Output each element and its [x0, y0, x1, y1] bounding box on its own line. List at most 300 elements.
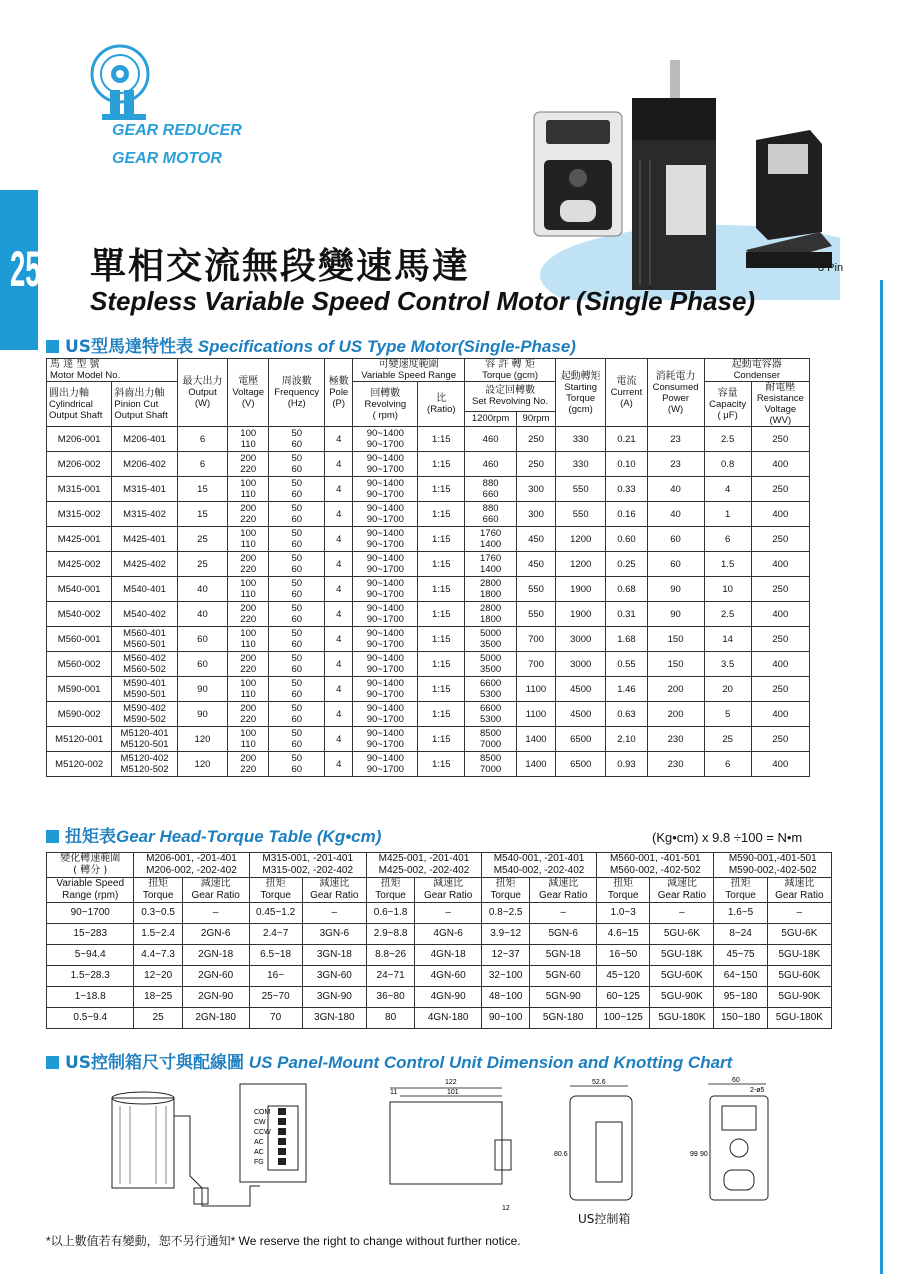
cell-frequency: 50 60	[269, 627, 325, 652]
cell-gear-ratio: 5GU-90K	[650, 987, 714, 1008]
cell-output: 6	[177, 427, 227, 452]
spec-table-body	[47, 427, 810, 777]
spec-header-starting-torque: 起動轉矩 Starting Torque (gcm)	[555, 359, 605, 427]
svg-text:90: 90	[700, 1151, 708, 1158]
cell-resistance: 250	[751, 427, 809, 452]
svg-text:99: 99	[690, 1151, 698, 1158]
cell-power: 230	[647, 727, 704, 752]
cell-speed-range: 5~94.4	[47, 945, 134, 966]
cell-power: 40	[647, 477, 704, 502]
spec-row	[47, 627, 810, 652]
cell-voltage: 100 110	[228, 677, 269, 702]
cell-speed-range: 1.5~28.3	[47, 966, 134, 987]
cell-gear-ratio: –	[415, 903, 482, 924]
cell-voltage: 100 110	[228, 527, 269, 552]
cell-torque-1200: 880 660	[465, 477, 517, 502]
cell-capacity: 3.5	[704, 652, 751, 677]
cell-frequency: 50 60	[269, 427, 325, 452]
torque-header-range: 變化轉速範圍 ( 轉分 )	[47, 853, 134, 878]
cell-torque-90: 550	[517, 577, 556, 602]
cell-output: 90	[177, 677, 227, 702]
cell-cylindrical-model: M315-002	[47, 502, 112, 527]
cell-torque-1200: 1760 1400	[465, 527, 517, 552]
cell-output: 60	[177, 652, 227, 677]
cell-torque: 16~	[249, 966, 302, 987]
page-title-english: Stepless Variable Speed Control Motor (Single Phase)	[90, 286, 756, 316]
cell-gear-ratio: 5GU-60K	[767, 966, 831, 987]
cell-cylindrical-model: M560-001	[47, 627, 112, 652]
cell-ratio: 1:15	[418, 477, 465, 502]
cell-gear-ratio: 5GU-18K	[767, 945, 831, 966]
panel-section-heading	[46, 1048, 732, 1073]
cell-speed-range: 1~18.8	[47, 987, 134, 1008]
cell-cylindrical-model: M540-002	[47, 602, 112, 627]
cell-output: 120	[177, 727, 227, 752]
cell-pole: 4	[325, 727, 353, 752]
torque-heading-zh: 扭矩表	[65, 827, 116, 847]
cell-pole: 4	[325, 627, 353, 652]
cell-torque-90: 250	[517, 452, 556, 477]
cell-power: 90	[647, 577, 704, 602]
panel-heading-en: US Panel-Mount Control Unit Dimension and Knotting Chart	[248, 1053, 733, 1072]
cell-cylindrical-model: M560-002	[47, 652, 112, 677]
torque-heading-en: Gear Head-Torque Table (Kg•cm)	[116, 827, 382, 846]
cell-output: 15	[177, 502, 227, 527]
cell-torque-1200: 2800 1800	[465, 577, 517, 602]
cell-pinion-model: M590-401 M590-501	[112, 677, 177, 702]
torque-header-gear-ratio: 減速比 Gear Ratio	[530, 878, 597, 903]
torque-row	[47, 945, 832, 966]
svg-text:122: 122	[445, 1079, 457, 1086]
torque-header-gear-ratio: 減速比 Gear Ratio	[767, 878, 831, 903]
torque-header-gear-ratio: 減速比 Gear Ratio	[302, 878, 366, 903]
cell-starting-torque: 330	[555, 452, 605, 477]
cell-torque: 25~70	[249, 987, 302, 1008]
cell-starting-torque: 4500	[555, 702, 605, 727]
spec-header-resistance: 耐電壓 Resistance Voltage (WV)	[751, 382, 809, 427]
cell-pole: 4	[325, 452, 353, 477]
cell-output: 40	[177, 602, 227, 627]
cell-torque-90: 300	[517, 502, 556, 527]
cell-resistance: 250	[751, 727, 809, 752]
spec-header-voltage: 電壓 Voltage (V)	[228, 359, 269, 427]
cell-pole: 4	[325, 552, 353, 577]
cell-torque: 18~25	[134, 987, 182, 1008]
cell-current: 0.31	[606, 602, 647, 627]
spec-header-cylindrical: 圓出力軸 Cylindrical Output Shaft	[47, 382, 112, 427]
spec-header-pole: 極數 Pole (P)	[325, 359, 353, 427]
cell-current: 0.10	[606, 452, 647, 477]
cell-torque-1200: 6600 5300	[465, 702, 517, 727]
cell-ratio: 1:15	[418, 527, 465, 552]
cell-gear-ratio: 5GN-18	[530, 945, 597, 966]
cell-torque: 0.3~0.5	[134, 903, 182, 924]
cell-gear-ratio: 2GN-18	[182, 945, 249, 966]
cell-voltage: 100 110	[228, 727, 269, 752]
cell-gear-ratio: –	[302, 903, 366, 924]
svg-text:12: 12	[502, 1205, 510, 1212]
bullet-square-icon	[46, 1056, 59, 1069]
cell-capacity: 10	[704, 577, 751, 602]
cell-pinion-model: M315-401	[112, 477, 177, 502]
cell-gear-ratio: 2GN-180	[182, 1008, 249, 1029]
cell-cylindrical-model: M590-001	[47, 677, 112, 702]
cell-revolving: 90~1400 90~1700	[353, 627, 418, 652]
cell-voltage: 100 110	[228, 477, 269, 502]
cell-resistance: 400	[751, 502, 809, 527]
spec-heading-en: Specifications of US Type Motor(Single-Phase)	[197, 337, 576, 356]
cell-pinion-model: M5120-401 M5120-501	[112, 727, 177, 752]
cell-current: 0.21	[606, 427, 647, 452]
cell-gear-ratio: 5GU-6K	[650, 924, 714, 945]
svg-text:101: 101	[447, 1089, 459, 1096]
cell-frequency: 50 60	[269, 652, 325, 677]
torque-header-torque: 扭矩 Torque	[714, 878, 767, 903]
cell-starting-torque: 550	[555, 477, 605, 502]
cell-torque: 1.0~3	[597, 903, 650, 924]
bullet-square-icon	[46, 830, 59, 843]
svg-text:80.6: 80.6	[554, 1151, 568, 1158]
spec-header-90rpm: 90rpm	[517, 411, 556, 426]
motor-spec-table	[46, 358, 810, 777]
cell-torque: 100~125	[597, 1008, 650, 1029]
cell-ratio: 1:15	[418, 677, 465, 702]
cell-cylindrical-model: M315-001	[47, 477, 112, 502]
cell-torque: 8.8~26	[366, 945, 414, 966]
cell-frequency: 50 60	[269, 502, 325, 527]
cell-starting-torque: 3000	[555, 652, 605, 677]
cell-frequency: 50 60	[269, 677, 325, 702]
cell-torque: 1.5~2.4	[134, 924, 182, 945]
spec-row	[47, 727, 810, 752]
cell-gear-ratio: 2GN-90	[182, 987, 249, 1008]
cell-ratio: 1:15	[418, 577, 465, 602]
panel-heading-zh: US控制箱尺寸與配線圖	[65, 1053, 245, 1073]
cell-current: 0.93	[606, 752, 647, 777]
spec-row	[47, 577, 810, 602]
cell-power: 90	[647, 602, 704, 627]
cell-gear-ratio: 4GN-6	[415, 924, 482, 945]
cell-pinion-model: M560-401 M560-501	[112, 627, 177, 652]
cell-torque-1200: 5000 3500	[465, 652, 517, 677]
cell-torque-90: 700	[517, 627, 556, 652]
cell-frequency: 50 60	[269, 452, 325, 477]
torque-header-torque: 扭矩 Torque	[134, 878, 182, 903]
cell-torque-90: 450	[517, 527, 556, 552]
spec-header-current: 電流 Current (A)	[606, 359, 647, 427]
cell-torque-90: 300	[517, 477, 556, 502]
cell-pole: 4	[325, 527, 353, 552]
cell-gear-ratio: 5GU-180K	[650, 1008, 714, 1029]
torque-header-gear-ratio: 減速比 Gear Ratio	[650, 878, 714, 903]
spec-heading-zh: US型馬達特性表	[65, 337, 194, 357]
cell-resistance: 400	[751, 652, 809, 677]
cell-voltage: 200 220	[228, 752, 269, 777]
cell-output: 60	[177, 627, 227, 652]
cell-resistance: 400	[751, 452, 809, 477]
cell-gear-ratio: 5GU-60K	[650, 966, 714, 987]
terminal-screw-icon	[278, 1118, 286, 1125]
cell-torque: 2.9~8.8	[366, 924, 414, 945]
spec-row	[47, 427, 810, 452]
cell-voltage: 200 220	[228, 502, 269, 527]
cell-frequency: 50 60	[269, 702, 325, 727]
cell-gear-ratio: 4GN-60	[415, 966, 482, 987]
torque-header-model-group: M590-001,-401-501 M590-002,-402-502	[714, 853, 832, 878]
cell-cylindrical-model: M540-001	[47, 577, 112, 602]
spec-header-output: 最大出力 Output (W)	[177, 359, 227, 427]
cell-revolving: 90~1400 90~1700	[353, 727, 418, 752]
cell-pinion-model: M425-402	[112, 552, 177, 577]
cell-current: 0.60	[606, 527, 647, 552]
torque-row	[47, 1008, 832, 1029]
terminal-label: COM	[254, 1109, 271, 1116]
cell-starting-torque: 6500	[555, 752, 605, 777]
cell-gear-ratio: 5GU-90K	[767, 987, 831, 1008]
terminal-screw-icon	[278, 1138, 286, 1145]
cell-gear-ratio: 5GU-18K	[650, 945, 714, 966]
cell-torque: 25	[134, 1008, 182, 1029]
cell-power: 200	[647, 702, 704, 727]
cell-power: 200	[647, 677, 704, 702]
cell-capacity: 2.5	[704, 427, 751, 452]
cell-capacity: 4	[704, 477, 751, 502]
cell-torque-1200: 5000 3500	[465, 627, 517, 652]
cell-pole: 4	[325, 752, 353, 777]
cell-gear-ratio: 4GN-18	[415, 945, 482, 966]
terminal-screw-icon	[278, 1108, 286, 1115]
footer-disclaimer: *以上數值若有變動，恕不另行通知* We reserve the right to change without further notice.	[46, 1234, 521, 1248]
cell-resistance: 400	[751, 702, 809, 727]
spec-row	[47, 452, 810, 477]
cell-capacity: 6	[704, 752, 751, 777]
cell-capacity: 1.5	[704, 552, 751, 577]
cell-current: 0.33	[606, 477, 647, 502]
spec-row	[47, 652, 810, 677]
cell-voltage: 100 110	[228, 627, 269, 652]
brand-line-2: GEAR MOTOR	[112, 150, 222, 167]
terminal-screw-icon	[278, 1158, 286, 1165]
cell-ratio: 1:15	[418, 602, 465, 627]
torque-section-heading	[46, 822, 381, 847]
cell-torque-1200: 8500 7000	[465, 727, 517, 752]
cell-power: 150	[647, 627, 704, 652]
cell-cylindrical-model: M206-002	[47, 452, 112, 477]
cell-torque: 8~24	[714, 924, 767, 945]
cell-torque: 150~180	[714, 1008, 767, 1029]
torque-table-body	[47, 903, 832, 1029]
torque-header-torque: 扭矩 Torque	[482, 878, 530, 903]
cell-pinion-model: M315-402	[112, 502, 177, 527]
cell-pinion-model: M206-402	[112, 452, 177, 477]
cell-torque-90: 1400	[517, 752, 556, 777]
cell-power: 230	[647, 752, 704, 777]
cell-gear-ratio: 2GN-6	[182, 924, 249, 945]
product-illustration	[520, 60, 840, 300]
cell-gear-ratio: 3GN-6	[302, 924, 366, 945]
torque-header-torque: 扭矩 Torque	[597, 878, 650, 903]
control-unit-wiring-drawing	[240, 1084, 306, 1182]
torque-row	[47, 966, 832, 987]
torque-header-torque: 扭矩 Torque	[249, 878, 302, 903]
cell-starting-torque: 6500	[555, 727, 605, 752]
cell-torque: 32~100	[482, 966, 530, 987]
cell-torque: 12~20	[134, 966, 182, 987]
torque-header-gear-ratio: 減速比 Gear Ratio	[415, 878, 482, 903]
cell-frequency: 50 60	[269, 602, 325, 627]
cell-gear-ratio: 5GN-90	[530, 987, 597, 1008]
cell-gear-ratio: 3GN-18	[302, 945, 366, 966]
torque-header-gear-ratio: 減速比 Gear Ratio	[182, 878, 249, 903]
cell-resistance: 400	[751, 752, 809, 777]
spec-header-ratio: 比 (Ratio)	[418, 382, 465, 427]
cell-frequency: 50 60	[269, 477, 325, 502]
cell-pinion-model: M540-401	[112, 577, 177, 602]
gear-torque-table	[46, 852, 832, 1029]
cell-torque-1200: 460	[465, 452, 517, 477]
cell-gear-ratio: 4GN-180	[415, 1008, 482, 1029]
cell-starting-torque: 4500	[555, 677, 605, 702]
cell-gear-ratio: 3GN-60	[302, 966, 366, 987]
page-title-chinese: 單相交流無段變速馬達	[90, 246, 471, 287]
cell-output: 25	[177, 552, 227, 577]
cell-cylindrical-model: M425-002	[47, 552, 112, 577]
cell-pinion-model: M590-402 M590-502	[112, 702, 177, 727]
cell-pole: 4	[325, 652, 353, 677]
cell-torque: 3.9~12	[482, 924, 530, 945]
cell-gear-ratio: 5GU-6K	[767, 924, 831, 945]
torque-header-model-group: M560-001, -401-501 M560-002, -402-502	[597, 853, 714, 878]
terminal-label: AC	[254, 1139, 264, 1146]
cell-torque: 64~150	[714, 966, 767, 987]
cell-current: 2.10	[606, 727, 647, 752]
terminal-label: CCW	[254, 1129, 271, 1136]
cell-revolving: 90~1400 90~1700	[353, 552, 418, 577]
cell-frequency: 50 60	[269, 577, 325, 602]
cell-pinion-model: M425-401	[112, 527, 177, 552]
cell-revolving: 90~1400 90~1700	[353, 577, 418, 602]
spec-section-heading	[46, 332, 576, 357]
cell-torque-90: 450	[517, 552, 556, 577]
terminal-screw-icon	[278, 1128, 286, 1135]
cell-pole: 4	[325, 677, 353, 702]
cell-torque-1200: 880 660	[465, 502, 517, 527]
cell-frequency: 50 60	[269, 552, 325, 577]
cell-current: 1.68	[606, 627, 647, 652]
cell-resistance: 400	[751, 552, 809, 577]
cell-torque: 45~120	[597, 966, 650, 987]
cell-torque: 2.4~7	[249, 924, 302, 945]
cell-current: 0.68	[606, 577, 647, 602]
svg-text:52.6: 52.6	[592, 1079, 606, 1086]
pin-label: 8 Pin	[818, 262, 844, 274]
cell-voltage: 200 220	[228, 602, 269, 627]
cell-power: 60	[647, 552, 704, 577]
cell-revolving: 90~1400 90~1700	[353, 477, 418, 502]
spec-header-range: 可變速度範圍 Variable Speed Range	[353, 359, 465, 382]
cell-output: 6	[177, 452, 227, 477]
brand-line-1: GEAR REDUCER	[112, 122, 242, 139]
torque-row	[47, 924, 832, 945]
cell-gear-ratio: 5GU-180K	[767, 1008, 831, 1029]
cell-gear-ratio: –	[650, 903, 714, 924]
terminal-label: CW	[254, 1119, 266, 1126]
spec-row	[47, 527, 810, 552]
cell-torque: 80	[366, 1008, 414, 1029]
spec-row	[47, 702, 810, 727]
cell-cylindrical-model: M5120-001	[47, 727, 112, 752]
cell-torque: 16~50	[597, 945, 650, 966]
cell-starting-torque: 1200	[555, 552, 605, 577]
cell-gear-ratio: –	[182, 903, 249, 924]
spec-row	[47, 502, 810, 527]
spec-header-capacity: 容量 Capacity ( μF)	[704, 382, 751, 427]
cell-output: 40	[177, 577, 227, 602]
cell-torque: 45~75	[714, 945, 767, 966]
cell-starting-torque: 3000	[555, 627, 605, 652]
cell-cylindrical-model: M5120-002	[47, 752, 112, 777]
control-unit-side-drawing	[390, 1079, 511, 1212]
cell-torque: 95~180	[714, 987, 767, 1008]
cell-torque-1200: 1760 1400	[465, 552, 517, 577]
cell-ratio: 1:15	[418, 627, 465, 652]
torque-header-model-group: M425-001, -201-401 M425-002, -202-402	[366, 853, 481, 878]
cell-speed-range: 0.5~9.4	[47, 1008, 134, 1029]
cell-pole: 4	[325, 427, 353, 452]
cell-torque: 0.45~1.2	[249, 903, 302, 924]
cell-revolving: 90~1400 90~1700	[353, 652, 418, 677]
cell-voltage: 200 220	[228, 652, 269, 677]
dimension-drawings	[90, 1076, 860, 1226]
cell-pinion-model: M206-401	[112, 427, 177, 452]
cell-gear-ratio: 5GN-180	[530, 1008, 597, 1029]
cell-power: 40	[647, 502, 704, 527]
cell-revolving: 90~1400 90~1700	[353, 502, 418, 527]
cell-cylindrical-model: M425-001	[47, 527, 112, 552]
cell-torque: 48~100	[482, 987, 530, 1008]
cell-revolving: 90~1400 90~1700	[353, 527, 418, 552]
cell-current: 0.63	[606, 702, 647, 727]
cell-voltage: 200 220	[228, 702, 269, 727]
cell-power: 150	[647, 652, 704, 677]
spec-header-1200rpm: 1200rpm	[465, 411, 517, 426]
svg-text:11: 11	[390, 1089, 398, 1096]
cell-capacity: 1	[704, 502, 751, 527]
cell-ratio: 1:15	[418, 427, 465, 452]
svg-text:2-ø5: 2-ø5	[750, 1087, 765, 1094]
cell-torque: 4.4~7.3	[134, 945, 182, 966]
cell-power: 23	[647, 452, 704, 477]
cell-torque-1200: 460	[465, 427, 517, 452]
page-number: 25	[10, 241, 41, 297]
cell-starting-torque: 550	[555, 502, 605, 527]
cell-pole: 4	[325, 702, 353, 727]
motor-image	[632, 60, 716, 290]
cell-current: 0.16	[606, 502, 647, 527]
cell-torque: 24~71	[366, 966, 414, 987]
cell-torque-90: 250	[517, 427, 556, 452]
control-box-caption: US控制箱	[578, 1212, 631, 1226]
terminal-label: FG	[254, 1159, 264, 1166]
cell-ratio: 1:15	[418, 502, 465, 527]
cell-power: 60	[647, 527, 704, 552]
spec-header-revolving: 回轉數 Revolving ( rpm)	[353, 382, 418, 427]
cell-ratio: 1:15	[418, 752, 465, 777]
cell-ratio: 1:15	[418, 652, 465, 677]
cell-pinion-model: M560-402 M560-502	[112, 652, 177, 677]
cell-pole: 4	[325, 477, 353, 502]
cell-frequency: 50 60	[269, 752, 325, 777]
